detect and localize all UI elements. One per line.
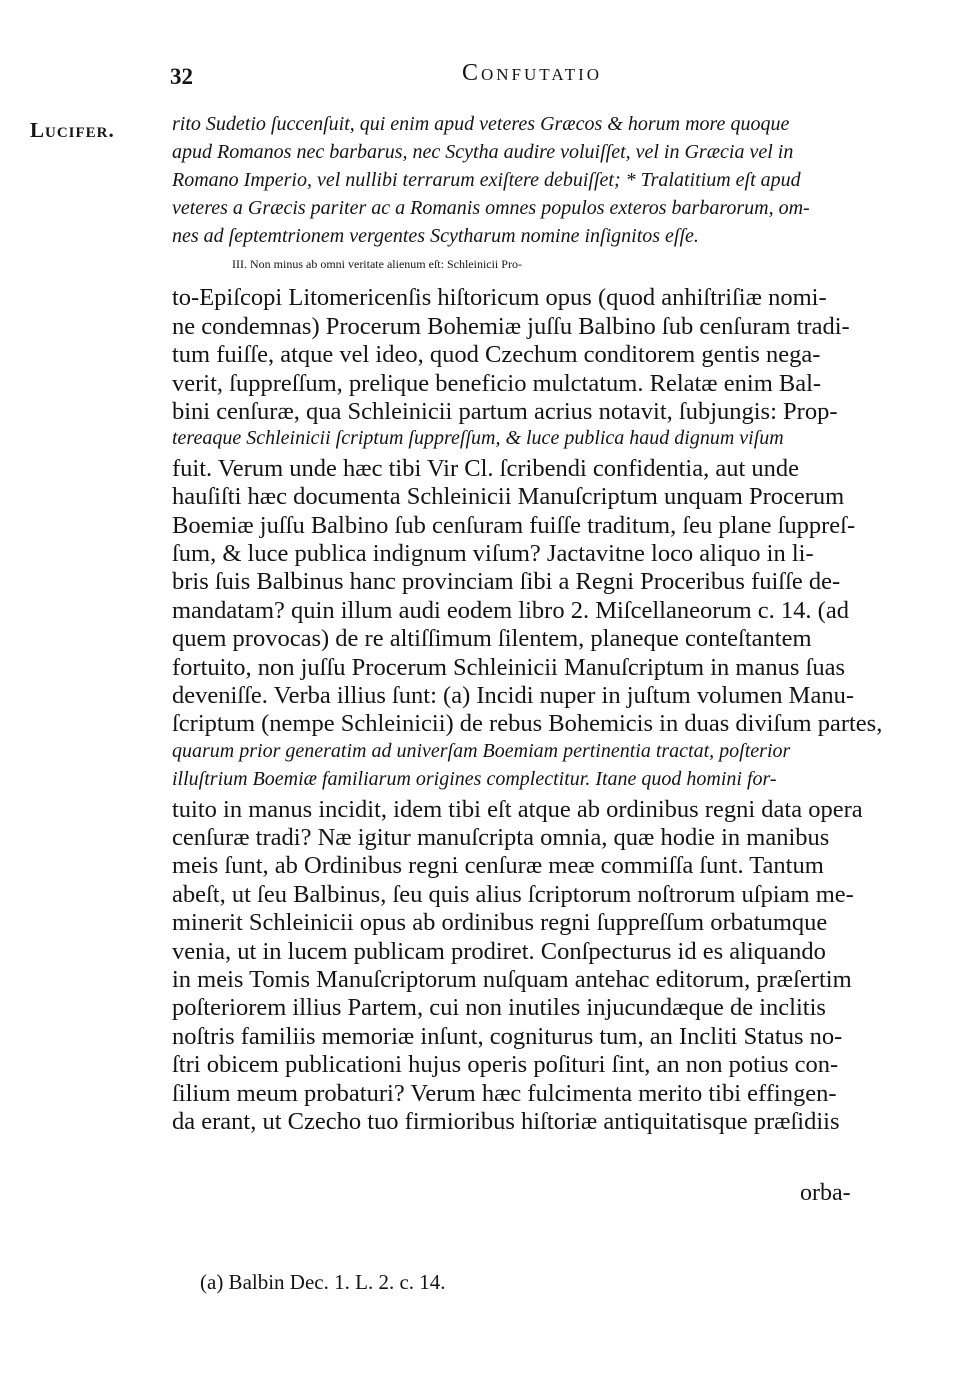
text-line: illuſtrium Boemiæ familiarum origines complectitur. Itane quod homini for- xyxy=(172,768,777,791)
page-number: 32 xyxy=(170,64,193,89)
running-head: Confutatio xyxy=(462,60,603,86)
text-line: to-Epiſcopi Litomericenſis hiſtoricum opus (quod anhiſtriſiæ nomi- xyxy=(172,284,827,312)
text-line: Boemiæ juſſu Balbino ſub cenſuram fuiſſe traditum, ſeu plane ſuppreſ- xyxy=(172,511,856,539)
text-line: tum fuiſſe, atque vel ideo, quod Czechum conditorem gentis nega- xyxy=(172,341,821,369)
text-line: cenſuræ tradi? Næ igitur manuſcripta omnia, quæ hodie in manibus xyxy=(172,824,830,851)
text-line: deveniſſe. Verba illius ſunt: (a) Incidi nuper in juſtum volumen Manu- xyxy=(172,682,855,709)
footnote: (a) Balbin Dec. 1. L. 2. c. 14. xyxy=(200,1270,446,1294)
text-line: Romano Imperio, vel nullibi terrarum exiſtere debuiſſet; * Tralatitium eſt apud xyxy=(172,169,801,191)
text-line: ne condemnas) Procerum Bohemiæ juſſu Balbino ſub cenſuram tradi- xyxy=(172,312,850,340)
text-line: nes ad ſeptemtrionem vergentes Scytharum nomine inſignitos eſſe. xyxy=(172,225,699,247)
text-line: ſilium meum probaturi? Verum hæc fulcimenta merito tibi effingen- xyxy=(172,1079,837,1107)
text-line: venia, ut in lucem publicam prodiret. Conſpecturus id es aliquando xyxy=(172,937,826,965)
text-line: noſtris familiis memoriæ inſunt, cogniturus tum, an Incliti Status no- xyxy=(172,1022,843,1050)
text-line: meis ſunt, ab Ordinibus regni cenſuræ meæ commiſſa ſunt. Tantum xyxy=(172,852,824,880)
text-line: III. Non minus ab omni veritate alienum eſt: Schleinicii Pro- xyxy=(232,257,522,271)
margin-note: Lucifer. xyxy=(30,118,115,142)
text-line: fortuito, non juſſu Procerum Schleinicii Manuſcriptum in manus ſuas xyxy=(172,653,845,681)
text-line: abeſt, ut ſeu Balbinus, ſeu quis alius ſcriptorum noſtrorum uſpiam me- xyxy=(172,880,854,908)
text-line: ſum, & luce publica indignum viſum? Jactavitne loco aliquo in li- xyxy=(172,540,814,567)
text-line: ſtri obicem publicationi hujus operis poſituri ſint, an non potius con- xyxy=(172,1051,839,1079)
text-line: rito Sudetio ſuccenſuit, qui enim apud veteres Græcos & horum more quoque xyxy=(172,113,790,135)
text-line: tuito in manus incidit, idem tibi eſt atque ab ordinibus regni data opera xyxy=(172,795,863,823)
text-line: quarum prior generatim ad univerſam Boemiam pertinentia tractat, poſterior xyxy=(172,739,791,762)
text-line: quem provocas) de re altiſſimum ſilentem, planeque conteſtantem xyxy=(172,625,812,653)
text-line: bris ſuis Balbinus hanc provinciam ſibi a Regni Proceribus fuiſſe de- xyxy=(172,568,841,596)
text-line: mandatam? quin illum audi eodem libro 2. Miſcellaneorum c. 14. (ad xyxy=(172,596,849,624)
text-line: ſcriptum (nempe Schleinicii) de rebus Bohemicis in duas diviſum partes, xyxy=(172,710,883,738)
text-line: veteres a Græcis pariter ac a Romanis omnes populos exteros barbarorum, om- xyxy=(172,197,810,219)
text-line: in meis Tomis Manuſcriptorum nuſquam antehac editorum, præſertim xyxy=(172,966,852,993)
text-line: da erant, ut Czecho tuo firmioribus hiſtoriæ antiquitatisque præſidiis xyxy=(172,1108,840,1135)
text-line: minerit Schleinicii opus ab ordinibus regni ſuppreſſum orbatumque xyxy=(172,909,828,937)
text-line: fuit. Verum unde hæc tibi Vir Cl. ſcribendi confidentia, aut unde xyxy=(172,454,800,482)
text-line: tereaque Schleinicii ſcriptum ſuppreſſum, & luce publica haud dignum viſum xyxy=(172,427,784,450)
text-line: hauſiſti hæc documenta Schleinicii Manuſcriptum unquam Procerum xyxy=(172,483,845,511)
text-line: apud Romanos nec barbarus, nec Scytha audire voluiſſet, vel in Græcia vel in xyxy=(172,141,794,163)
text-line: bini cenſuræ, qua Schleinicii partum acrius notavit, ſubjungis: Prop- xyxy=(172,398,838,425)
catchword: orba- xyxy=(800,1180,851,1206)
text-line: verit, ſuppreſſum, prelique beneficio mulctatum. Relatæ enim Bal- xyxy=(172,369,822,397)
text-line: poſteriorem illius Partem, cui non inutiles injucundæque de inclitis xyxy=(172,994,826,1022)
